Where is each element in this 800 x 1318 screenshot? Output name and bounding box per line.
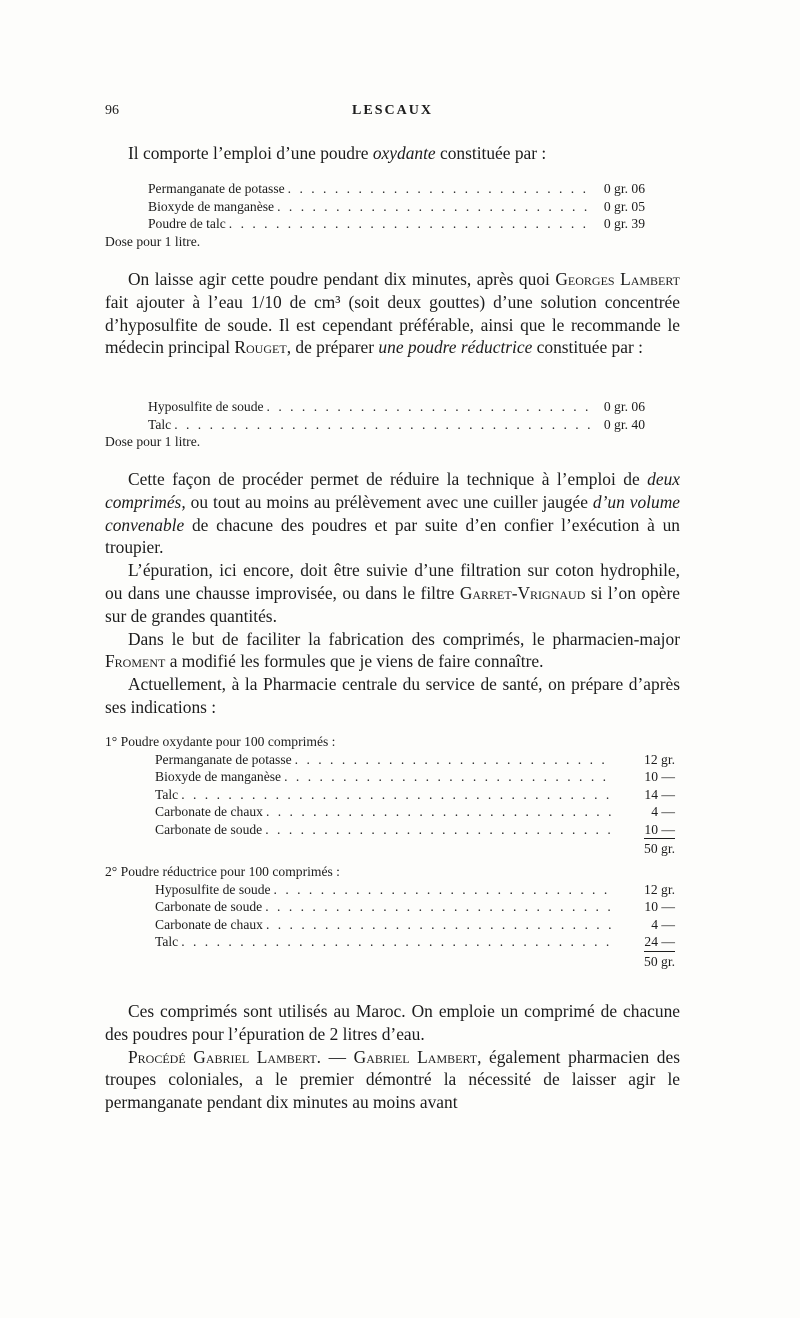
paragraph-technique: Cette façon de procéder permet de réduire la technique à l’emploi de deux comprimés, ou tout au moins au prélèvement avec une cuiller jaugée d’un volume convenable de chacune des poudres et par suite d’en confier l’exécution à un troupier.	[105, 469, 680, 558]
formula-total: 50 gr.	[155, 838, 675, 858]
formula-row: Permanganate de potasse . . . 12 gr.	[155, 751, 675, 769]
formula-row: Talc . . . 24 —	[155, 933, 675, 951]
paragraph-procede: Procédé Gabriel Lambert. — Gabriel Lambert, également pharmacien des troupes coloniales, a le premier démontré la nécessité de laisser agir le permanganate pendant dix minutes au moins avant	[105, 1046, 680, 1113]
formula-row: Carbonate de soude . . . 10 —	[155, 821, 675, 839]
paragraph-lambert: On laisse agir cette poudre pendant dix minutes, après quoi Georges Lambert fait ajouter à l’eau 1/10 de cm³ (soit deux gouttes) d’une solution concentrée d’hyposulfite de soude. Il est cependant préférable, ainsi que le recommande le médecin principal Rouget, de préparer une poudre réductrice constituée par :	[105, 269, 680, 358]
page-number: 96	[105, 103, 119, 118]
page-header	[105, 103, 680, 127]
running-head: LESCAUX	[352, 103, 433, 118]
body-paragraphs	[105, 468, 680, 719]
recipe-oxydante	[105, 180, 680, 250]
formula-row: Carbonate de chaux . . . 4 —	[155, 803, 675, 821]
formula-reductrice	[105, 863, 680, 970]
formula-row: Hyposulfite de soude . . . 12 gr.	[155, 881, 675, 899]
recipe-row: Poudre de talc . . . 0 gr. 39	[148, 215, 645, 233]
formula-row: Carbonate de soude . . . 10 —	[155, 898, 675, 916]
emphasis-poudre: une poudre réductrice	[378, 337, 533, 358]
intro-text-end: constituée par :	[435, 143, 547, 163]
name-rouget: Rouget	[234, 337, 287, 358]
recipe-dose: Dose pour 1 litre.	[105, 434, 201, 449]
intro-text: Il comporte l’emploi d’une poudre	[128, 143, 373, 163]
paragraph-pharmacie: Actuellement, à la Pharmacie centrale du service de santé, on prépare d’après ses indications :	[105, 674, 680, 717]
formula-title: 1° Poudre oxydante pour 100 comprimés :	[105, 734, 336, 749]
paragraph-maroc: Ces comprimés sont utilisés au Maroc. On emploie un comprimé de chacune des poudres pour l’épuration de 2 litres d’eau.	[105, 1001, 680, 1044]
paragraph-epuration: L’épuration, ici encore, doit être suivie d’une filtration sur coton hydrophile, ou dans une chausse improvisée, ou dans le filtre Garret-Vrignaud si l’on opère sur de grandes quantités.	[105, 560, 680, 626]
recipe-row: Hyposulfite de soude . . . 0 gr. 06	[148, 398, 645, 416]
recipe-row: Permanganate de potasse . . . 0 gr. 06	[148, 180, 645, 198]
recipe-dose: Dose pour 1 litre.	[105, 233, 201, 249]
intro-emphasis: oxydante	[372, 143, 436, 163]
formula-oxydante	[105, 733, 680, 858]
name-garret-vrignaud: Garret-Vrignaud	[459, 582, 586, 603]
formula-row: Bioxyde de manganèse . . . 10 —	[155, 768, 675, 786]
formula-row: Talc . . . 14 —	[155, 786, 675, 804]
name-gabriel-lambert: Gabriel Lambert	[353, 1046, 478, 1067]
intro-paragraph	[105, 142, 680, 165]
formula-total: 50 gr.	[155, 951, 675, 971]
name-froment: Froment	[105, 651, 166, 672]
recipe-row: Bioxyde de manganèse . . . 0 gr. 05	[148, 198, 645, 216]
formula-row: Carbonate de chaux . . . 4 —	[155, 916, 675, 934]
closing-paragraphs	[105, 1000, 680, 1114]
recipe-reductrice	[105, 398, 680, 451]
name-georges-lambert: Georges Lambert	[555, 269, 680, 289]
section-title-procede: Procédé Gabriel Lambert.	[128, 1046, 322, 1067]
paragraph-froment: Dans le but de faciliter la fabrication des comprimés, le pharmacien-major Froment a modifié les formules que je viens de faire connaître.	[105, 628, 680, 672]
recipe-row: Talc . . . 0 gr. 40	[148, 416, 645, 434]
formula-title: 2° Poudre réductrice pour 100 comprimés :	[105, 864, 340, 879]
